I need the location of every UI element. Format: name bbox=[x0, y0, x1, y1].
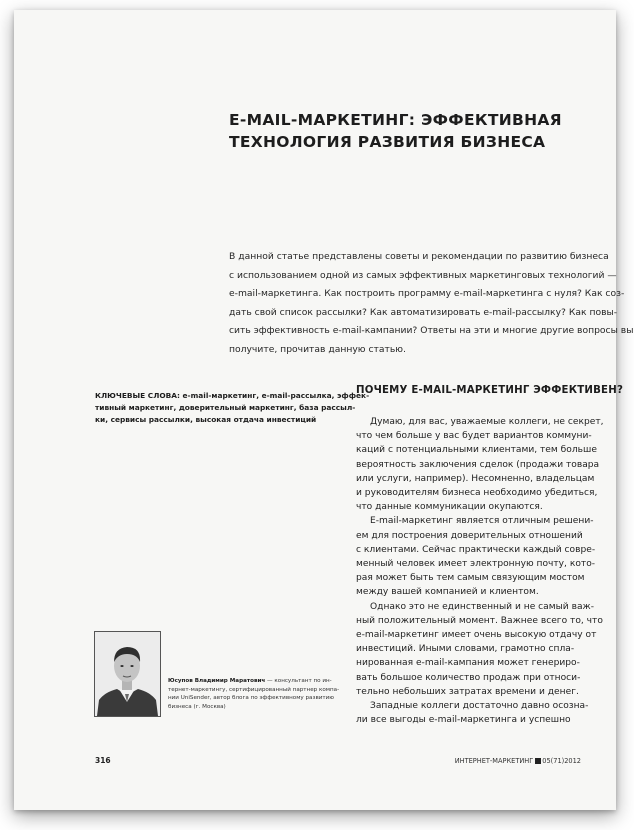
magazine-name: ИНТЕРНЕТ-МАРКЕТИНГ bbox=[454, 757, 534, 765]
author-bio bbox=[168, 677, 346, 711]
body-line: что чем больше у вас будет вариантов коммуни- bbox=[356, 431, 592, 442]
keywords-block bbox=[95, 390, 370, 425]
page-number: 316 bbox=[95, 756, 111, 765]
section-body bbox=[356, 415, 604, 727]
body-line: нированная e-mail-кампания может генериро- bbox=[356, 658, 580, 669]
article-title-line: ТЕХНОЛОГИЯ РАЗВИТИЯ БИЗНЕСА bbox=[229, 133, 546, 151]
keywords-line: КЛЮЧЕВЫЕ СЛОВА: e-mail-маркетинг, e-mail-рассылка, эффек- bbox=[95, 391, 370, 400]
body-line: рая может быть тем самым связующим мостом bbox=[356, 573, 585, 584]
body-line: и руководителям бизнеса необходимо убедиться, bbox=[356, 488, 598, 499]
footer-magazine bbox=[455, 757, 581, 765]
body-line: Думаю, для вас, уважаемые коллеги, не секрет, bbox=[370, 417, 604, 427]
body-line: ный положительный момент. Важнее всего то, что bbox=[356, 615, 603, 626]
keywords-line: тивный маркетинг, доверительный маркетинг, база рассыл- bbox=[95, 402, 356, 412]
body-line: Однако это не единственный и не самый важ- bbox=[370, 601, 594, 612]
author-portrait-image bbox=[95, 632, 160, 716]
section-heading: ПОЧЕМУ E-MAIL-МАРКЕТИНГ ЭФФЕКТИВЕН? bbox=[356, 385, 624, 396]
article-title bbox=[229, 109, 589, 153]
body-line: или услуги, например). Несомненно, владельцам bbox=[356, 473, 595, 484]
lead-line: дать свой список рассылки? Как автоматизировать e-mail-рассылку? Как повы- bbox=[229, 306, 618, 318]
author-name: Юсупов Владимир Маратович bbox=[168, 678, 266, 684]
author-bio-line: бизнеса (г. Москва) bbox=[168, 703, 226, 710]
article-lead bbox=[229, 248, 634, 360]
body-line: вероятность заключения сделок (продажи товара bbox=[356, 459, 600, 470]
author-photo bbox=[94, 631, 161, 717]
lead-line: В данной статье представлены советы и рекомендации по развитию бизнеса bbox=[229, 251, 609, 262]
author-bio-line: нии UniSender, автор блога по эффективному развитию bbox=[168, 695, 334, 702]
body-line: вать большое количество продаж при относи- bbox=[356, 672, 581, 683]
square-bullet-icon bbox=[535, 758, 541, 764]
body-line: между вашей компанией и клиентом. bbox=[356, 587, 539, 598]
body-line: тельно небольших затратах времени и денег. bbox=[356, 686, 579, 697]
article-title-line: E-MAIL-МАРКЕТИНГ: ЭФФЕКТИВНАЯ bbox=[229, 111, 562, 129]
body-line: с клиентами. Сейчас практически каждый совре- bbox=[356, 544, 596, 555]
lead-line: сить эффективность e-mail-кампании? Ответы на эти и многие другие вопросы вы bbox=[229, 325, 634, 337]
body-line: что данные коммуникации окупаются. bbox=[356, 502, 543, 513]
keywords-line: ки, сервисы рассылки, высокая отдача инвестиций bbox=[95, 414, 317, 424]
lead-line: получите, прочитав данную статью. bbox=[229, 343, 406, 355]
body-line: E-mail-маркетинг является отличным решени- bbox=[370, 516, 594, 527]
body-line: каций с потенциальными клиентами, тем больше bbox=[356, 445, 597, 456]
issue-number: 05(71)2012 bbox=[542, 757, 581, 765]
body-line: e-mail-маркетинг имеет очень высокую отдачу от bbox=[356, 630, 597, 641]
page-sheet bbox=[14, 10, 634, 810]
author-bio-line: — консультант по ин- bbox=[265, 678, 332, 684]
body-line: ем для построения доверительных отношений bbox=[356, 530, 583, 541]
body-line: Западные коллеги достаточно давно осозна- bbox=[370, 701, 589, 712]
body-line: инвестиций. Иными словами, грамотно спла- bbox=[356, 644, 575, 655]
author-bio-line: тернет-маркетингу, сертифицированный партнер компа- bbox=[168, 686, 340, 693]
lead-line: с использованием одной из самых эффективных маркетинговых технологий — bbox=[229, 269, 617, 281]
body-line: менный человек имеет электронную почту, кото- bbox=[356, 559, 596, 570]
body-line: ли все выгоды e-mail-маркетинга и успешно bbox=[356, 715, 571, 726]
lead-line: e-mail-маркетинга. Как построить программу e-mail-маркетинга с нуля? Как соз- bbox=[229, 288, 625, 300]
